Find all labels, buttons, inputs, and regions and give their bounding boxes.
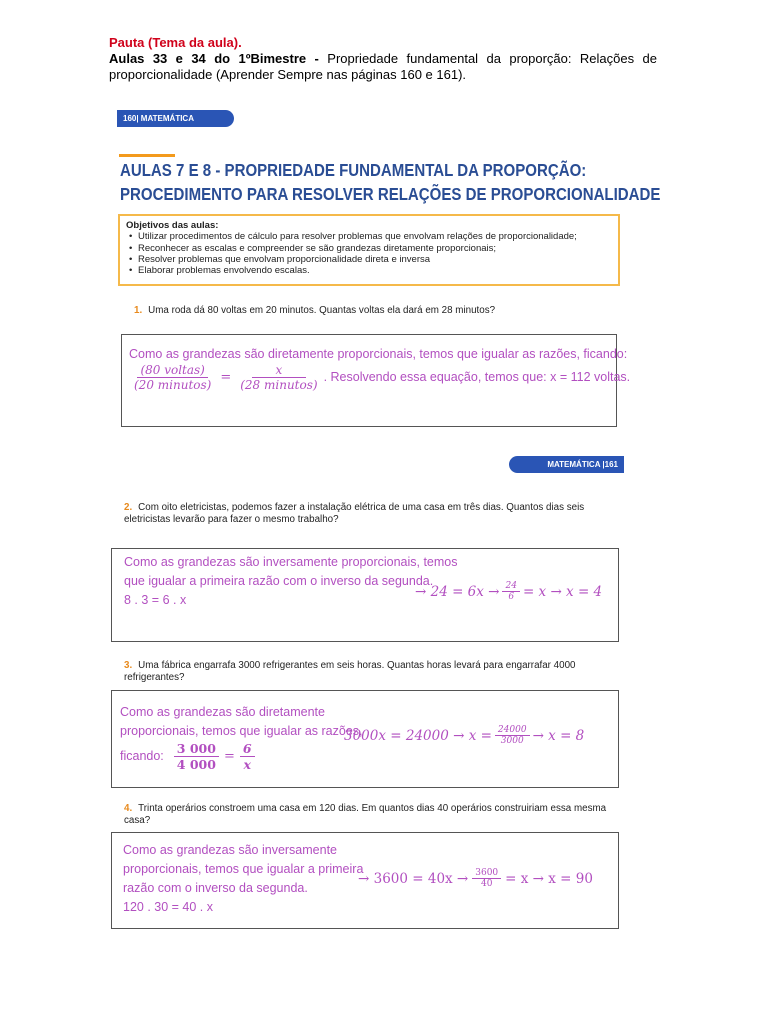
objective-item: • Reconhecer as escalas e compreender se são grandezas diretamente proporcionais; xyxy=(138,243,612,254)
answer-box-4 xyxy=(111,832,619,929)
pauta-title: Pauta (Tema da aula). xyxy=(109,35,242,50)
math-expression: = x → x = 4 xyxy=(522,583,603,600)
fraction xyxy=(174,741,219,772)
objective-item: • Elaborar problemas envolvendo escalas. xyxy=(138,265,612,276)
fraction-numerator: 24 xyxy=(502,581,519,592)
fraction-numerator: 6 xyxy=(240,741,255,757)
equals-sign: = xyxy=(220,370,232,385)
question-number: 3. xyxy=(124,660,133,671)
fraction xyxy=(495,725,530,746)
answer-4-math xyxy=(358,868,593,889)
objective-item: • Utilizar procedimentos de cálculo para resolver problemas que envolvam relações de proporcionalidade; xyxy=(138,231,612,242)
answer-3-line-2: proporcionais, temos que igualar as razões, xyxy=(120,724,363,738)
math-expression: → x = 8 xyxy=(532,727,585,744)
question-3 xyxy=(124,660,624,684)
fraction-numerator: 24000 xyxy=(495,725,530,736)
fraction xyxy=(237,363,320,392)
heading-accent-bar xyxy=(119,154,175,157)
fraction xyxy=(131,363,214,392)
objectives-title: Objetivos das aulas: xyxy=(126,220,219,231)
heading-line-2: PROCEDIMENTO PARA RESOLVER RELAÇÕES DE PROPORCIONALIDADE xyxy=(120,184,661,204)
answer-4-line-4: 120 . 30 = 40 . x xyxy=(123,900,213,914)
math-expression: 3000x = 24000 → x = xyxy=(344,727,492,744)
fraction-denominator: (20 minutos) xyxy=(134,378,212,392)
math-expression: → 24 = 6x → xyxy=(415,583,500,600)
answer-4-line-3: razão com o inverso da segunda. xyxy=(123,881,308,895)
question-2 xyxy=(124,502,624,526)
answer-2-line-1: Como as grandezas são inversamente proporcionais, temos xyxy=(124,555,458,569)
math-expression: → 3600 = 40x → xyxy=(358,870,469,887)
heading-line-1: AULAS 7 E 8 - PROPRIEDADE FUNDAMENTAL DA PROPORÇÃO: xyxy=(120,160,587,180)
question-number: 1. xyxy=(134,305,143,316)
answer-3-line-3 xyxy=(120,741,255,772)
question-text: Trinta operários constroem uma casa em 120 dias. Em quantos dias 40 operários construiriam essa mesma casa? xyxy=(124,803,607,826)
fraction-denominator: (28 minutos) xyxy=(240,378,318,392)
answer-2-line-3: 8 . 3 = 6 . x xyxy=(124,593,187,607)
answer-1-result: . Resolvendo essa equação, temos que: x = 112 voltas. xyxy=(323,370,631,384)
answer-1-line-1: Como as grandezas são diretamente proporcionais, temos que igualar as razões, ficando: xyxy=(129,347,628,361)
objectives-list xyxy=(126,231,612,276)
lesson-topic: Propriedade fundamental da proporção: Relações de proporcionalidade (Aprender Sempre nas páginas 160 e 161). xyxy=(109,51,657,82)
answer-3-text: ficando: xyxy=(120,749,164,763)
answer-box-2 xyxy=(111,548,619,642)
fraction-numerator: x xyxy=(252,363,307,378)
fraction-denominator: 3000 xyxy=(500,736,524,746)
objectives-box xyxy=(118,214,620,286)
page-tab-160: 160| MATEMÁTICA xyxy=(117,110,234,127)
answer-box-1 xyxy=(121,334,631,427)
answer-4-line-2: proporcionais, temos que igualar a primeira xyxy=(123,862,364,876)
page-tab-161: MATEMÁTICA |161 xyxy=(509,456,624,473)
answer-1-equation xyxy=(131,363,630,392)
objective-item: • Resolver problemas que envolvam proporcionalidade direta e inversa xyxy=(138,254,612,265)
fraction-numerator: 3 000 xyxy=(174,741,219,757)
lesson-description xyxy=(109,51,657,83)
question-text: Uma roda dá 80 voltas em 20 minutos. Quantas voltas ela dará em 28 minutos? xyxy=(148,305,496,316)
equals-sign: = xyxy=(223,749,235,764)
math-expression: = x → x = 90 xyxy=(505,870,593,887)
lesson-heading xyxy=(120,158,661,206)
lesson-number: Aulas 33 e 34 do 1ºBimestre - xyxy=(109,51,319,66)
fraction xyxy=(472,868,501,889)
answer-4-line-1: Como as grandezas são inversamente xyxy=(123,843,338,857)
fraction-denominator: 40 xyxy=(480,879,493,889)
answer-box-3 xyxy=(111,690,619,788)
question-4 xyxy=(124,803,624,827)
fraction-numerator: (80 voltas) xyxy=(137,363,207,378)
fraction xyxy=(240,741,255,772)
answer-2-line-2: que igualar a primeira razão com o inverso da segunda. xyxy=(124,574,434,588)
fraction-denominator: 6 xyxy=(508,592,515,602)
question-text: Uma fábrica engarrafa 3000 refrigerantes em seis horas. Quantas horas levará para engarrafar 4000 refrigerantes? xyxy=(124,660,576,683)
fraction-denominator: 4 000 xyxy=(176,757,216,772)
fraction-denominator: x xyxy=(243,757,251,772)
answer-2-math xyxy=(415,581,602,602)
question-number: 4. xyxy=(124,803,133,814)
answer-3-math xyxy=(344,725,584,746)
question-1 xyxy=(134,305,495,317)
answer-3-line-1: Como as grandezas são diretamente xyxy=(120,705,325,719)
question-number: 2. xyxy=(124,502,133,513)
fraction xyxy=(502,581,519,602)
fraction-numerator: 3600 xyxy=(472,868,501,879)
question-text: Com oito eletricistas, podemos fazer a instalação elétrica de uma casa em três dias. Quantos dias seis eletricistas levarão para fazer o mesmo trabalho? xyxy=(124,502,585,525)
